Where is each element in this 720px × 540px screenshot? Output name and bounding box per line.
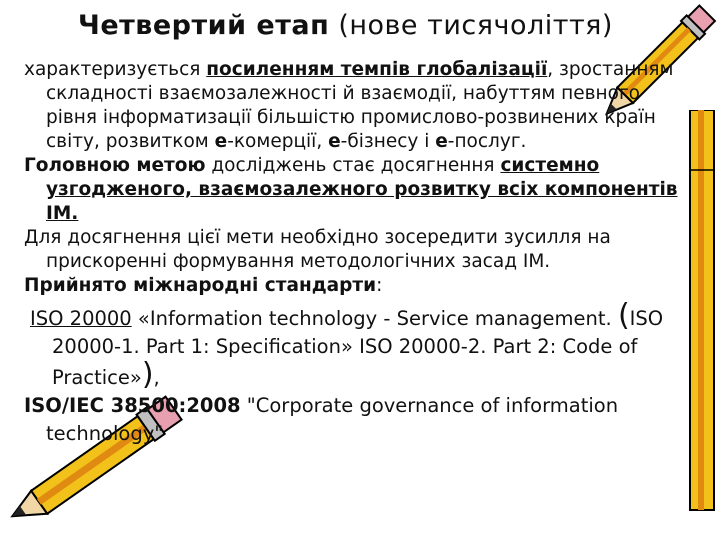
text: , [153,366,160,389]
text: ISO 20000-1. Part 1: Specification» ISO 20000-2. Part 2: Code of Practice» [52,307,664,389]
highlight-globalization: посиленням темпів глобалізації [206,59,548,80]
text: -комерції, [227,131,329,152]
text: Для досягнення цієї мети необхідно зосередити зусилля на прискоренні формування методологічних засад ІМ. [24,227,611,272]
title-rest: (нове тисячоліття) [329,10,613,41]
goal-highlight: системно узгодженого, взаємозалежного розвитку всіх компонентів ІМ. [46,155,678,224]
paragraph-stage-characteristics [24,58,694,154]
slide-body [24,58,694,448]
e-letter: е [435,131,448,152]
text: -бізнесу і [340,131,436,152]
paragraph-focus [24,226,694,274]
paren: ( [617,298,630,333]
text: характеризується [24,59,207,80]
e-letter: е [214,131,228,152]
iso-20000-link: ISO 20000 [30,307,132,330]
paragraph-iso-20000 [30,298,694,392]
standards-label: Прийнято міжнародні стандарти [24,275,377,296]
e-letter: е [328,131,341,152]
paragraph-main-goal [24,154,694,226]
text: -послуг. [447,131,527,152]
goal-label: Головною метою [24,155,206,176]
slide-title [78,10,613,41]
paragraph-iso-38500 [24,392,694,448]
text: «Information technology - Service management. [131,307,618,330]
text: "Corporate governance of information technology" [46,394,619,445]
text: , зростанням складності взаємозалежності й взаємодії, набуттям певного рівня інформатизації більшістю промислово-розвинених країн світу, розвитком [46,59,674,152]
paragraph-standards-heading [24,274,694,298]
iso-38500-label: ISO/IEC 38500:2008 [24,394,241,417]
paren: ) [141,357,154,392]
title-bold: Четвертий етап [78,10,330,41]
text: досліджень стає досягнення [205,155,501,176]
text: : [376,275,383,296]
